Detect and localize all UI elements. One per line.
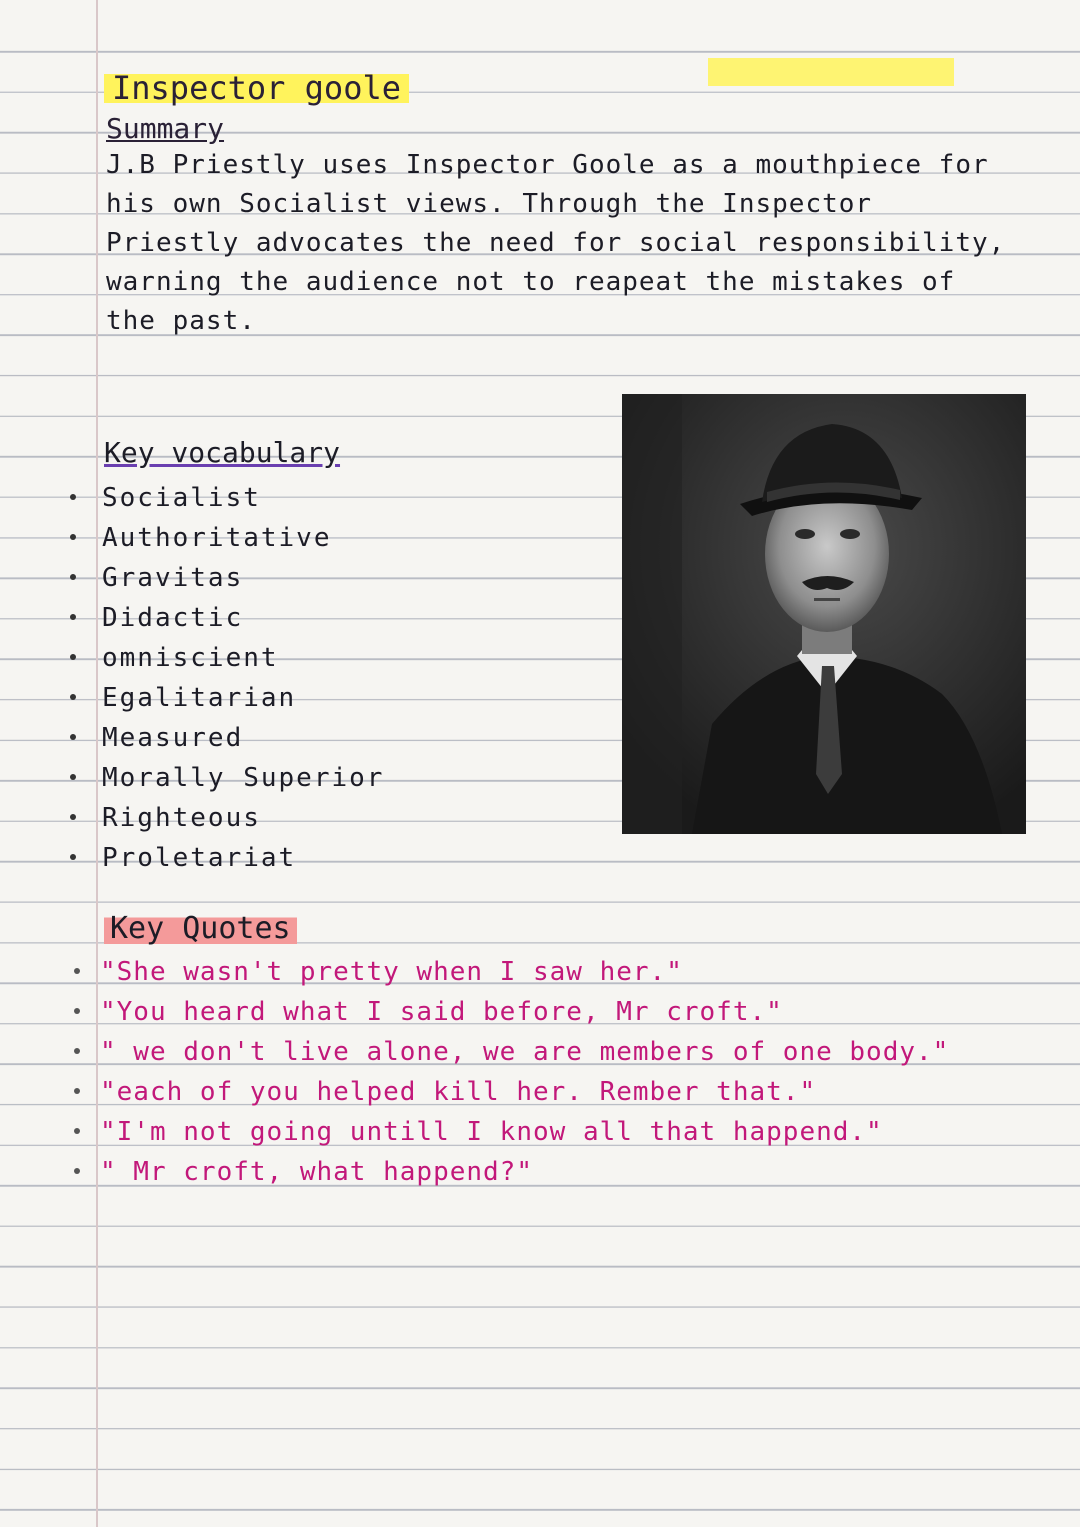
quotes-list [74, 952, 1014, 1192]
vocab-word: Measured [102, 723, 244, 753]
vocab-word: omniscient [102, 643, 279, 673]
bullet-icon [70, 574, 76, 580]
list-item [70, 838, 384, 878]
summary-heading: Summary [106, 112, 225, 145]
list-item [74, 1152, 1014, 1192]
summary-text: J.B Priestly uses Inspector Goole as a mouthpiece for his own Socialist views. Through the Inspector Priestly advocates the need for social responsibility, warning the audience not to reapeat the mistakes of the past. [106, 150, 1006, 336]
bullet-icon [74, 1168, 80, 1174]
list-item [70, 518, 384, 558]
quote-text: "I'm not going untill I know all that happend." [100, 1117, 883, 1147]
vocab-word: Egalitarian [102, 683, 297, 713]
quote-text: " we don't live alone, we are members of one body." [100, 1037, 950, 1067]
bullet-icon [74, 1008, 80, 1014]
list-item [74, 1072, 1014, 1112]
bullet-icon [74, 1088, 80, 1094]
quotes-heading: Key Quotes [104, 910, 297, 948]
list-item [74, 992, 1014, 1032]
bullet-icon [74, 1048, 80, 1054]
bullet-icon [70, 614, 76, 620]
list-item [70, 638, 384, 678]
bullet-icon [70, 854, 76, 860]
vocab-word: Morally Superior [102, 763, 385, 793]
quote-text: "She wasn't pretty when I saw her." [100, 957, 683, 987]
page-title: Inspector goole [104, 68, 409, 108]
list-item [70, 678, 384, 718]
quote-text: " Mr croft, what happend?" [100, 1157, 533, 1187]
bullet-icon [70, 734, 76, 740]
vocab-word: Authoritative [102, 523, 332, 553]
vocab-word: Socialist [102, 483, 261, 513]
bullet-icon [74, 968, 80, 974]
bullet-icon [70, 534, 76, 540]
vocabulary-heading: Key vocabulary [104, 436, 341, 469]
list-item [70, 798, 384, 838]
vocab-word: Gravitas [102, 563, 244, 593]
list-item [70, 558, 384, 598]
vocabulary-list [70, 478, 384, 878]
bullet-icon [70, 494, 76, 500]
list-item [74, 1112, 1014, 1152]
inspector-portrait-photo [622, 394, 1026, 834]
list-item [74, 1032, 1014, 1072]
list-item [70, 758, 384, 798]
portrait-icon [622, 394, 1026, 834]
top-highlight-mark [708, 58, 954, 86]
list-item [74, 952, 1014, 992]
quote-text: "You heard what I said before, Mr croft." [100, 997, 783, 1027]
vocab-word: Proletariat [102, 843, 297, 873]
bullet-icon [70, 654, 76, 660]
quote-text: "each of you helped kill her. Rember that." [100, 1077, 817, 1107]
vocab-word: Righteous [102, 803, 261, 833]
bullet-icon [74, 1128, 80, 1134]
bullet-icon [70, 774, 76, 780]
list-item [70, 718, 384, 758]
vocab-word: Didactic [102, 603, 244, 633]
list-item [70, 478, 384, 518]
bullet-icon [70, 694, 76, 700]
list-item [70, 598, 384, 638]
bullet-icon [70, 814, 76, 820]
